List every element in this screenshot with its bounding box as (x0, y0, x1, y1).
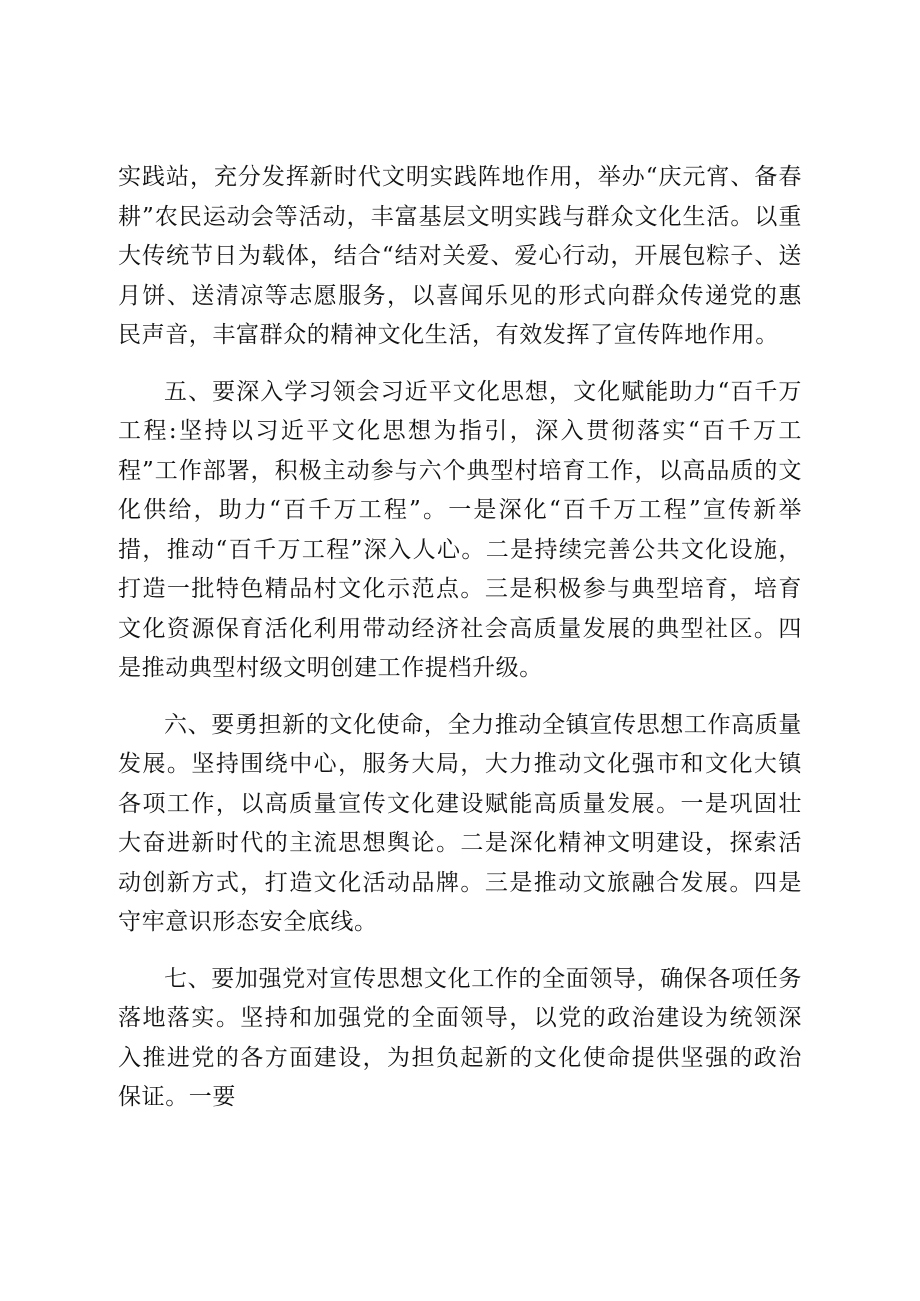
paragraph-section-five: 五、要深入学习领会习近平文化思想，文化赋能助力“百千万工程:坚持以习近平文化思想为指引，深入贯彻落实“百千万工程”工作部署，积极主动参与六个典型村培育工作，以高品质的文化供给，助力“百千万工程”。一是深化“百千万工程”宣传新举措，推动“百千万工程”深入人心。二是持续完善公共文化设施，打造一批特色精品村文化示范点。三是积极参与典型培育，培育文化资源保育活化利用带动经济社会高质量发展的典型社区。四是推动典型村级文明创建工作提档升级。 (118, 378, 802, 681)
paragraph-continuation: 实践站，充分发挥新时代文明实践阵地作用，举办“庆元宵、备春耕”农民运动会等活动，丰富基层文明实践与群众文化生活。以重大传统节日为载体，结合“结对关爱、爱心行动，开展包粽子、送月饼、送清凉等志愿服务，以喜闻乐见的形式向群众传递党的惠民声音，丰富群众的精神文化生活，有效发挥了宣传阵地作用。 (118, 164, 802, 348)
paragraph-section-six: 六、要勇担新的文化使命，全力推动全镇宣传思想工作高质量发展。坚持围绕中心，服务大局，大力推动文化强市和文化大镇各项工作，以高质量宣传文化建设赋能高质量发展。一是巩固壮大奋进新时代的主流思想舆论。二是深化精神文明建设，探索活动创新方式，打造文化活动品牌。三是推动文旅融合发展。四是守牢意识形态安全底线。 (118, 711, 802, 935)
document-body (118, 158, 802, 1135)
paragraph-section-seven: 七、要加强党对宣传思想文化工作的全面领导，确保各项任务落地落实。坚持和加强党的全面领导，以党的政治建设为统领深入推进党的各方面建设，为担负起新的文化使命提供坚强的政治保证。一要 (118, 965, 802, 1110)
